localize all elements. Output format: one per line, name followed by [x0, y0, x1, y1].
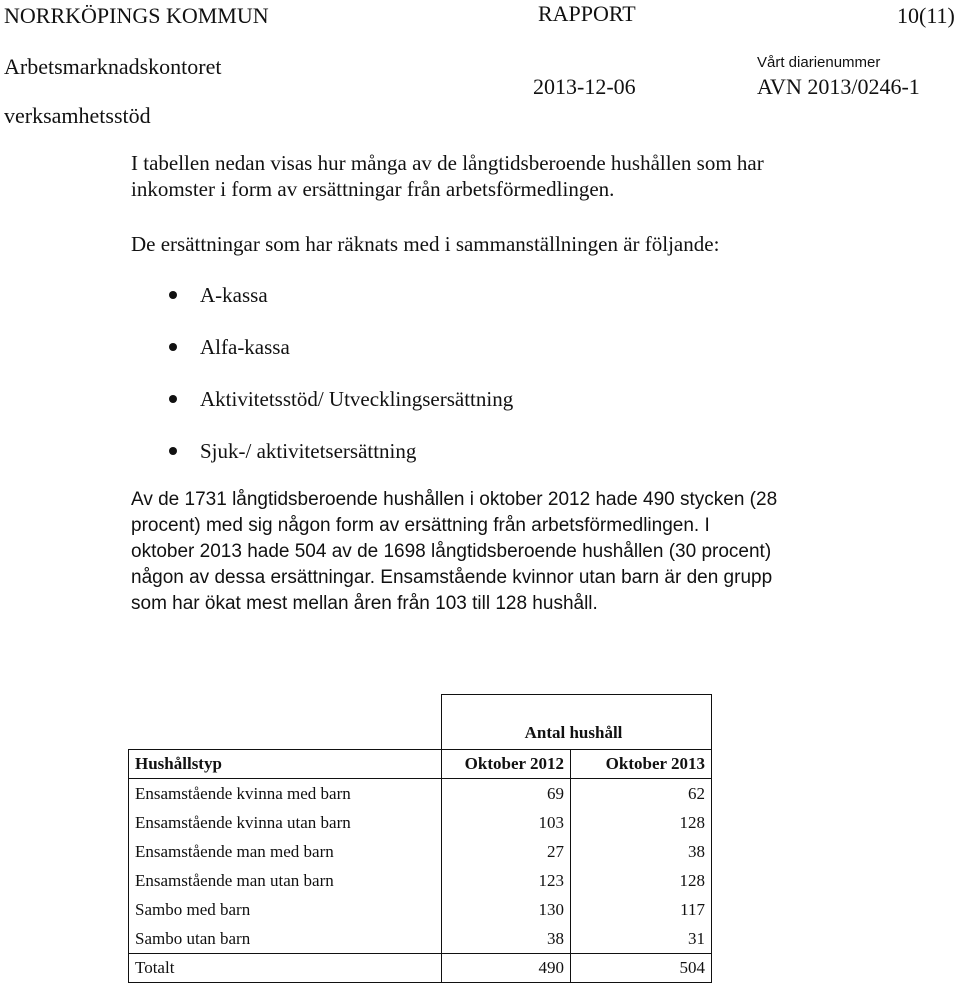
table-total-row [129, 954, 712, 983]
intro-line-2: inkomster i form av ersättningar från arbetsförmedlingen. [131, 177, 615, 201]
summary-line: procent) med sig någon form av ersättning från arbetsförmedlingen. I [131, 515, 710, 536]
table-cell: Ensamstående man utan barn [129, 866, 442, 895]
table-cell: 490 [442, 954, 571, 983]
department-name: Arbetsmarknadskontoret [4, 54, 222, 79]
summary-line: oktober 2013 hade 504 av de 1698 långtidsberoende hushållen (30 procent) [131, 541, 772, 562]
table-cell: 38 [442, 924, 571, 954]
table-cell: Sambo med barn [129, 895, 442, 924]
table-cell: 31 [571, 924, 712, 954]
summary-paragraph [131, 487, 777, 617]
table-cell: 123 [442, 866, 571, 895]
list-item: A-kassa [200, 285, 268, 306]
table-cell: 130 [442, 895, 571, 924]
intro-paragraph [131, 150, 764, 202]
bullet-icon [169, 447, 177, 455]
table-group-header-row [129, 695, 712, 750]
column-header: Hushållstyp [129, 750, 442, 779]
list-item: Aktivitetsstöd/ Utvecklingsersättning [200, 389, 513, 410]
diarie-number: AVN 2013/0246-1 [757, 74, 920, 99]
table-cell: 103 [442, 808, 571, 837]
table-row [129, 924, 712, 954]
list-item: Alfa-kassa [200, 337, 290, 358]
table-row [129, 895, 712, 924]
table-cell: Ensamstående kvinna med barn [129, 779, 442, 809]
list-item: Sjuk-/ aktivitetsersättning [200, 441, 416, 462]
document-date: 2013-12-06 [533, 74, 636, 99]
summary-line: Av de 1731 långtidsberoende hushållen i oktober 2012 hade 490 stycken (28 [131, 489, 778, 510]
table-header-row [129, 750, 712, 779]
table-cell: 128 [571, 866, 712, 895]
table-cell: Ensamstående man med barn [129, 837, 442, 866]
group-header: Antal hushåll [442, 695, 712, 750]
table-row [129, 779, 712, 809]
intro-line-1: I tabellen nedan visas hur många av de långtidsberoende hushållen som har [131, 151, 764, 175]
unit-name: verksamhetsstöd [4, 103, 151, 128]
summary-line: som har ökat mest mellan åren från 103 till 128 hushåll. [131, 593, 598, 614]
table-cell: 117 [571, 895, 712, 924]
document-type: RAPPORT [538, 1, 636, 26]
page-number: 10(11) [897, 3, 955, 28]
table-cell: Totalt [129, 954, 442, 983]
table-cell: 38 [571, 837, 712, 866]
list-intro-paragraph: De ersättningar som har räknats med i sammanställningen är följande: [131, 232, 720, 256]
bullet-icon [169, 395, 177, 403]
table-cell: 62 [571, 779, 712, 809]
summary-line: någon av dessa ersättningar. Ensamstående kvinnor utan barn är den grupp [131, 567, 773, 588]
column-header: Oktober 2012 [442, 750, 571, 779]
table-cell: 128 [571, 808, 712, 837]
table-cell: 504 [571, 954, 712, 983]
bullet-icon [169, 291, 177, 299]
bullet-icon [169, 343, 177, 351]
table-row [129, 837, 712, 866]
diarie-label: Vårt diarienummer [757, 54, 881, 71]
column-header: Oktober 2013 [571, 750, 712, 779]
table-row [129, 866, 712, 895]
table-cell: Sambo utan barn [129, 924, 442, 954]
table-cell: 27 [442, 837, 571, 866]
households-table [128, 694, 712, 983]
table-cell: 69 [442, 779, 571, 809]
organization-name: NORRKÖPINGS KOMMUN [4, 3, 269, 28]
table-row [129, 808, 712, 837]
table-cell: Ensamstående kvinna utan barn [129, 808, 442, 837]
